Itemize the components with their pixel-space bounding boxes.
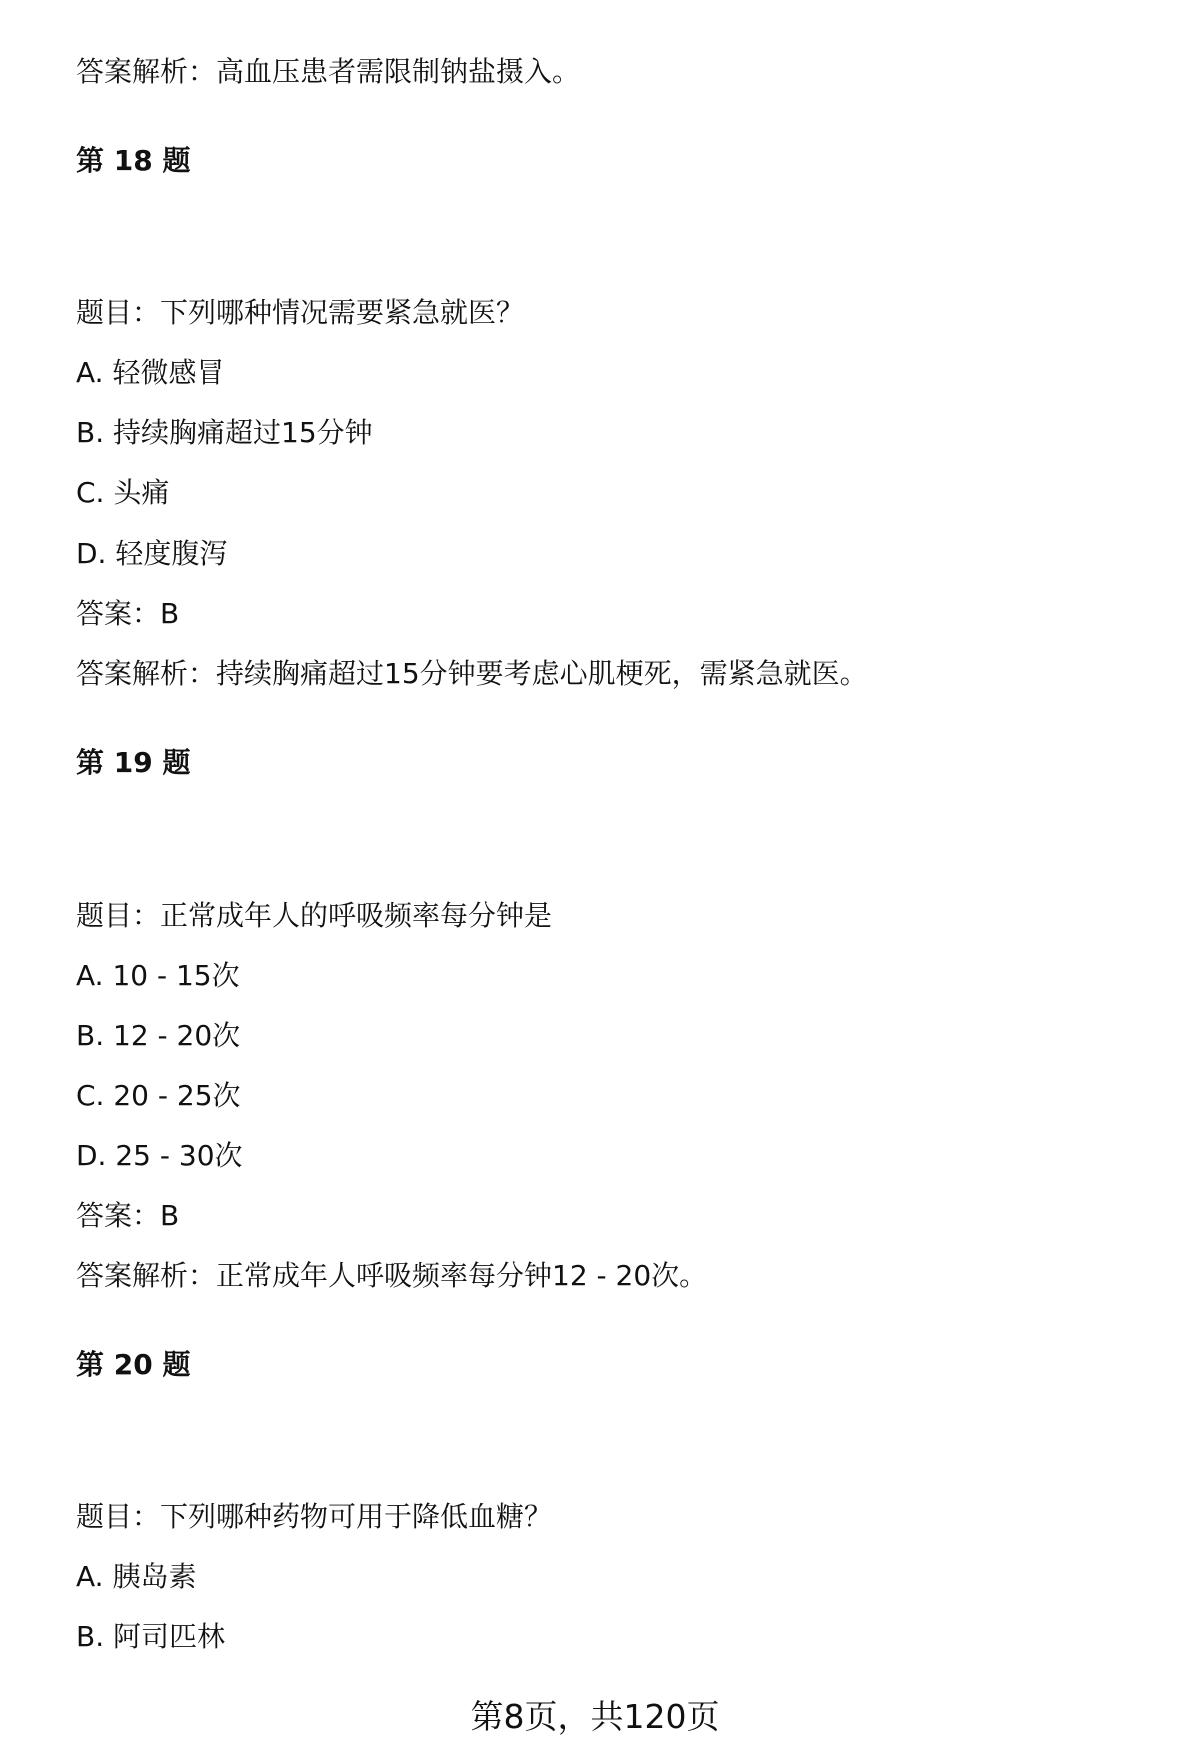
question-20-option-b: B. 阿司匹林	[76, 1620, 226, 1653]
question-18-option-c: C. 头痛	[76, 476, 170, 509]
question-18-option-d: D. 轻度腹泻	[76, 537, 228, 570]
question-18-option-a: A. 轻微感冒	[76, 356, 225, 389]
question-19-option-b: B. 12 - 20次	[76, 1019, 241, 1052]
question-19-heading: 第 19 题	[76, 746, 191, 779]
question-20-heading: 第 20 题	[76, 1348, 191, 1381]
question-18-heading: 第 18 题	[76, 144, 191, 177]
question-19-option-a: A. 10 - 15次	[76, 959, 240, 992]
question-20-option-a: A. 胰岛素	[76, 1560, 197, 1593]
question-18-option-b: B. 持续胸痛超过15分钟	[76, 416, 373, 449]
question-19-answer: 答案：B	[76, 1199, 180, 1232]
question-18-text: 题目：下列哪种情况需要紧急就医？	[76, 296, 525, 329]
question-19-analysis: 答案解析：正常成年人呼吸频率每分钟12 - 20次。	[76, 1259, 708, 1292]
question-18-analysis: 答案解析：持续胸痛超过15分钟要考虑心肌梗死，需紧急就医。	[76, 657, 868, 690]
question-19-option-c: C. 20 - 25次	[76, 1079, 241, 1112]
question-19-text: 题目：正常成年人的呼吸频率每分钟是	[76, 899, 553, 932]
question-19-option-d: D. 25 - 30次	[76, 1139, 243, 1172]
previous-answer-analysis: 答案解析：高血压患者需限制钠盐摄入。	[76, 55, 581, 88]
page-indicator: 第8页，共120页	[470, 1697, 720, 1736]
question-18-answer: 答案：B	[76, 597, 180, 630]
question-20-text: 题目：下列哪种药物可用于降低血糖？	[76, 1500, 553, 1533]
